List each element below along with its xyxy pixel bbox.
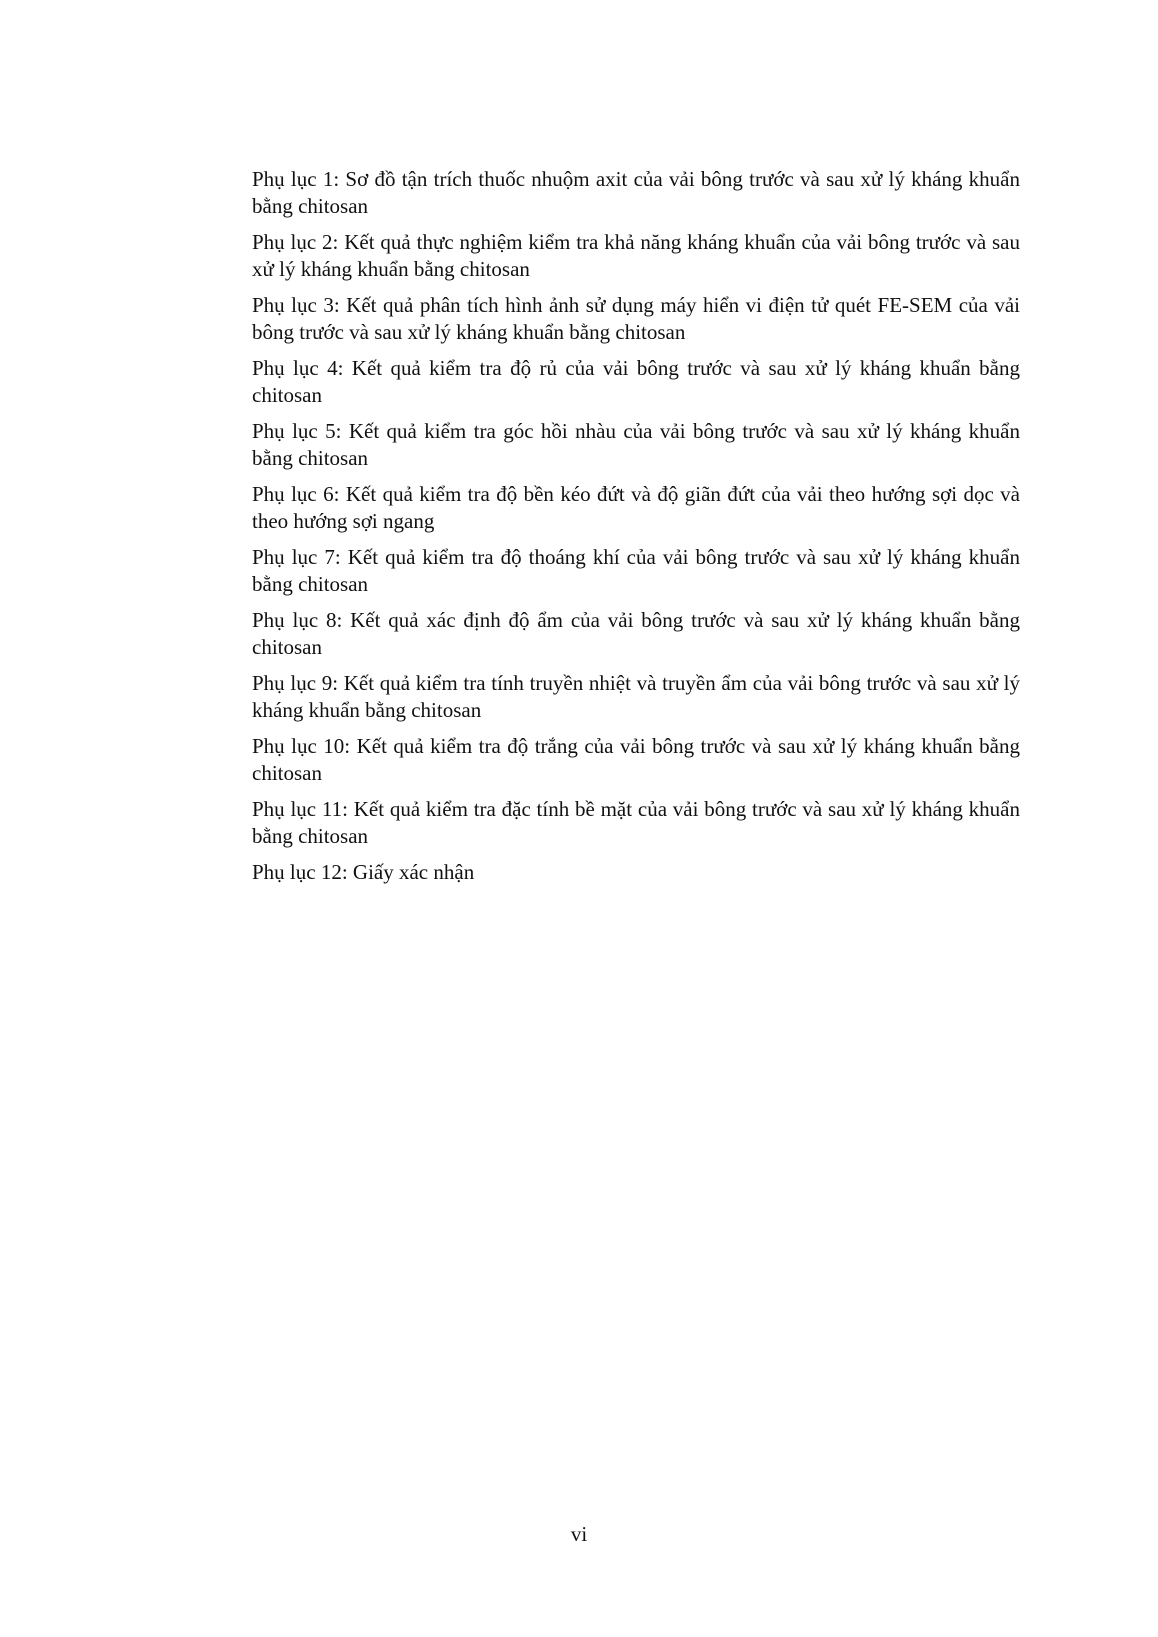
appendix-item-10: Phụ lục 10: Kết quả kiểm tra độ trắng của vải bông trước và sau xử lý kháng khuẩn bằng chitosan xyxy=(252,734,1020,785)
appendix-item-5: Phụ lục 5: Kết quả kiểm tra góc hồi nhàu của vải bông trước và sau xử lý kháng khuẩn bằng chitosan xyxy=(252,419,1020,470)
appendix-item-8: Phụ lục 8: Kết quả xác định độ ẩm của vải bông trước và sau xử lý kháng khuẩn bằng chitosan xyxy=(252,608,1020,659)
appendix-item-2: Phụ lục 2: Kết quả thực nghiệm kiểm tra khả năng kháng khuẩn của vải bông trước và sau xử lý kháng khuẩn bằng chitosan xyxy=(252,230,1020,281)
appendix-item-4: Phụ lục 4: Kết quả kiểm tra độ rủ của vải bông trước và sau xử lý kháng khuẩn bằng chitosan xyxy=(252,356,1020,407)
appendix-item-11: Phụ lục 11: Kết quả kiểm tra đặc tính bề mặt của vải bông trước và sau xử lý kháng khuẩn bằng chitosan xyxy=(252,797,1020,848)
page-number: vi xyxy=(570,1522,588,1546)
appendix-item-12: Phụ lục 12: Giấy xác nhận xyxy=(252,860,475,884)
appendix-item-1: Phụ lục 1: Sơ đồ tận trích thuốc nhuộm axit của vải bông trước và sau xử lý kháng khuẩn bằng chitosan xyxy=(252,167,1020,218)
appendix-list xyxy=(252,166,1020,895)
appendix-item-7: Phụ lục 7: Kết quả kiểm tra độ thoáng khí của vải bông trước và sau xử lý kháng khuẩn bằng chitosan xyxy=(252,545,1020,596)
appendix-item-3: Phụ lục 3: Kết quả phân tích hình ảnh sử dụng máy hiển vi điện tử quét FE-SEM của vải bông trước và sau xử lý kháng khuẩn bằng chitosan xyxy=(252,293,1020,344)
appendix-item-6: Phụ lục 6: Kết quả kiểm tra độ bền kéo đứt và độ giãn đứt của vải theo hướng sợi dọc và theo hướng sợi ngang xyxy=(252,482,1020,533)
appendix-item-9: Phụ lục 9: Kết quả kiểm tra tính truyền nhiệt và truyền ẩm của vải bông trước và sau xử lý kháng khuẩn bằng chitosan xyxy=(252,671,1020,722)
